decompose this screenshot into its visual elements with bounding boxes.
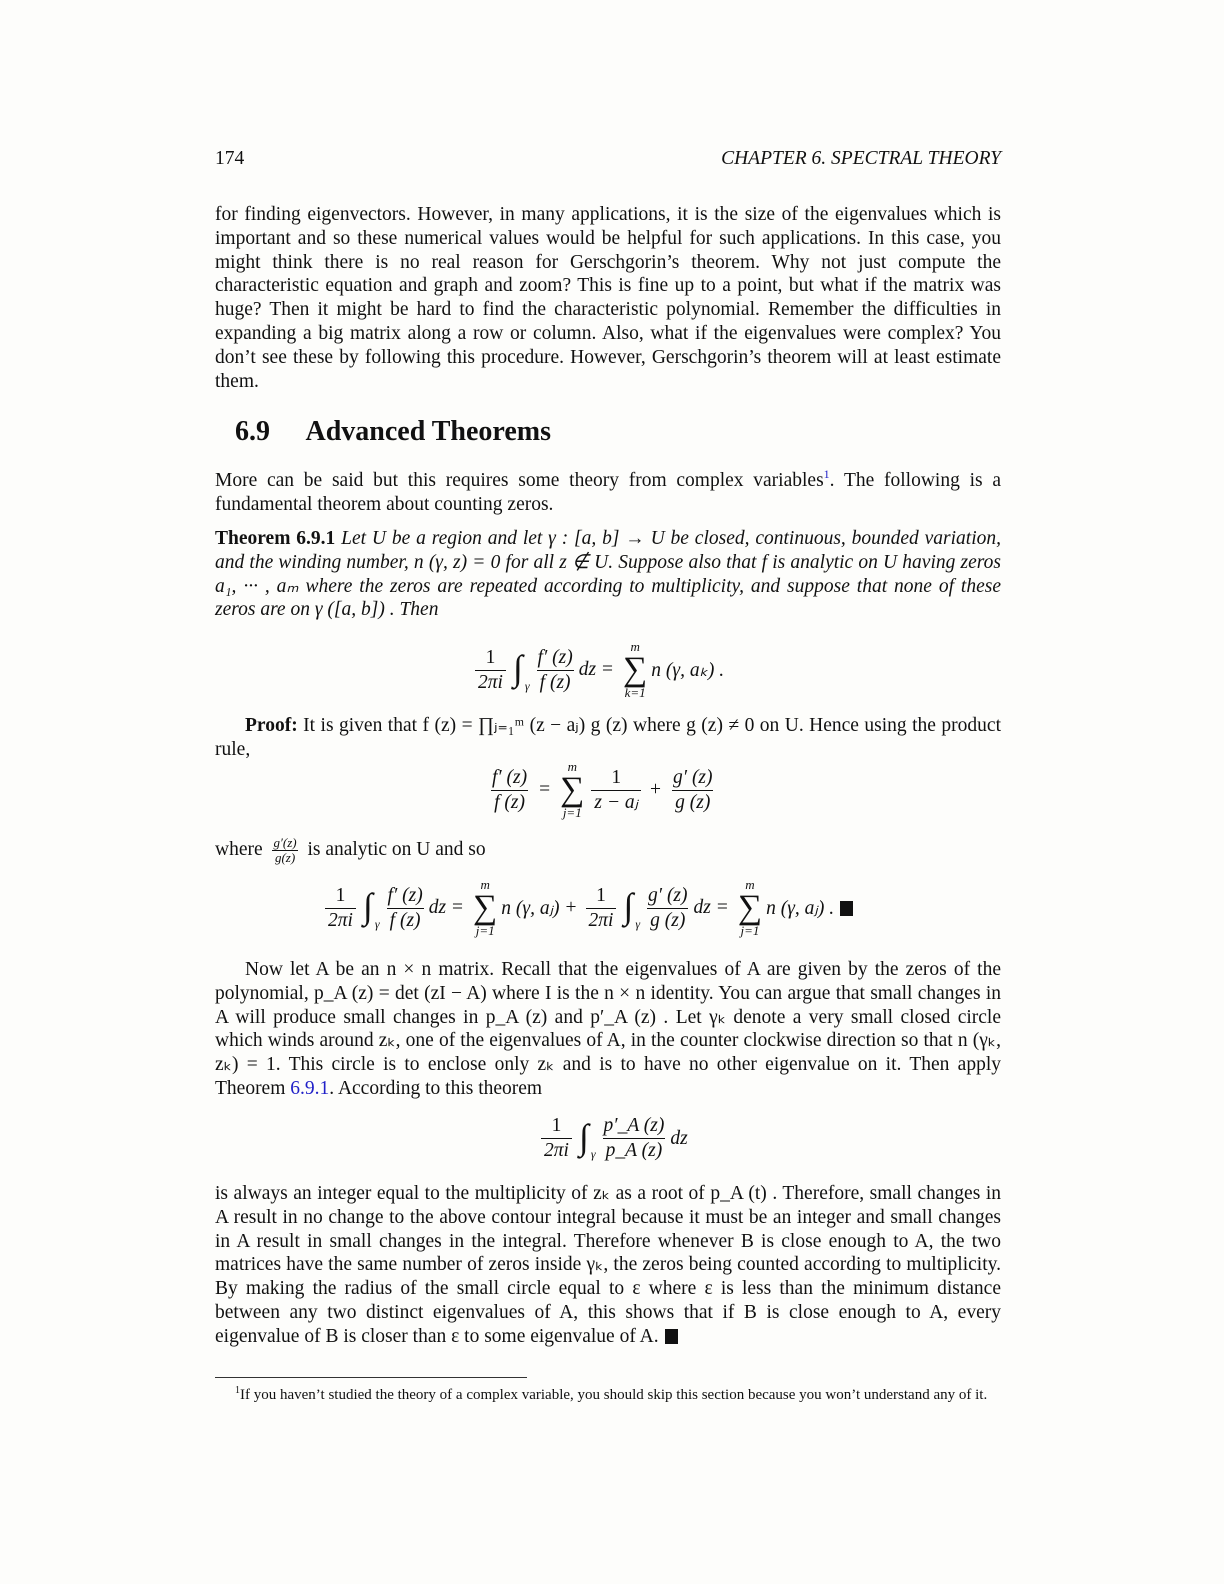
sigma-symbol: ∑ (560, 771, 585, 808)
pA-integral (538, 1114, 688, 1163)
footnote-number: 1 (235, 1385, 240, 1396)
frac-numerator: f′ (z) (537, 646, 573, 668)
proof-text: It is given that f (z) = ∏ⱼ₌₁ᵐ (z − aⱼ) g (z) where g (z) ≠ 0 on U. Hence using the product rule, (215, 715, 1001, 760)
frac-denominator: 2πi (475, 670, 506, 695)
frac-denominator: p_A (z) (603, 1138, 666, 1163)
proof-continuation (215, 836, 1001, 865)
summation (560, 760, 584, 820)
frac-denominator: 2πi (325, 908, 356, 933)
proof-label: Proof: (245, 715, 298, 736)
paragraph-text: Now let A be an n × n matrix. Recall that the eigenvalues of A are given by the zeros of the polynomial, p_A (z) = det (zI − A) where I is the n × n identity. You can argue that small changes in A will produce small changes in p_A (z) and p′_A (z) . Let γₖ denote a very small closed circle which winds around zₖ, one of the eigenvalues of A, in the counter clockwise direction so that n (γₖ, zₖ) = 1. This circle is to enclose only zₖ and is to have no other eigenvalue on it. Then apply Theorem (215, 959, 1001, 1099)
qed-symbol (840, 901, 853, 916)
frac-numerator: 1 (551, 1115, 562, 1136)
pA-fraction (601, 1114, 668, 1163)
footnote (215, 1381, 1001, 1406)
section-intro-text: More can be said but this requires some theory from complex variables (215, 470, 824, 491)
frac-denominator: z − aⱼ (591, 790, 641, 815)
frac-numerator: 1 (596, 884, 606, 906)
g-fraction (645, 884, 690, 933)
footnote-rule (215, 1377, 527, 1378)
text: where (215, 838, 263, 860)
coefficient-fraction (541, 1114, 572, 1163)
text: is analytic on U and so (307, 838, 486, 860)
plus-sign: + (650, 779, 662, 800)
paragraph-text-end: . According to this theorem (329, 1077, 543, 1099)
differential: dz (578, 659, 597, 680)
sigma-symbol: ∑ (473, 889, 498, 926)
theorem-label: Theorem 6.9.1 (215, 528, 336, 549)
plus-sign: + (565, 897, 577, 918)
chapter-title: CHAPTER 6. SPECTRAL THEORY (721, 148, 1001, 169)
frac-numerator: g′ (z) (673, 766, 713, 788)
section-number: 6.9 (235, 416, 270, 447)
theorem-6-9-1 (215, 527, 1001, 622)
running-header (215, 148, 1001, 172)
differential: dz (693, 897, 711, 918)
integral-subscript: γ (524, 678, 530, 693)
frac-numerator: f′ (z) (387, 884, 423, 906)
sum-lower: j=1 (740, 923, 760, 938)
integral-sign: ∫ (512, 648, 523, 688)
summation (473, 878, 497, 938)
integral-subscript: γ (635, 916, 641, 931)
integral-subscript: γ (374, 916, 380, 931)
equals-sign: = (452, 897, 464, 918)
section-heading (235, 416, 551, 448)
inline-fraction (271, 836, 300, 865)
theorem-reference-link[interactable]: 6.9.1 (290, 1077, 330, 1099)
sigma-symbol: ∑ (623, 651, 648, 688)
sum-upper: m (480, 877, 490, 892)
theorem-statement: Let U be a region and let γ : [a, b] → U be closed, continuous, bounded variation, and the winding number, n (γ, z) = 0 for all z ∉ U. Suppose also that f is analytic on U having zeros a₁, ··· , aₘ where the zeros are repeated according to multiplicity, and suppose that none of these zeros are on γ ([a, b]) . Then (215, 528, 1002, 621)
conclusion-paragraph (215, 1182, 1001, 1349)
frac-denominator: 2πi (586, 908, 617, 933)
equals-sign: = (602, 659, 614, 680)
footnote-text: If you haven’t studied the theory of a complex variable, you should skip this section because you won’t understand any of it. (240, 1387, 988, 1403)
frac-denominator: f (z) (387, 908, 424, 933)
sum-lower: k=1 (624, 685, 646, 700)
proof-paragraph (215, 714, 1001, 762)
intro-paragraph: for finding eigenvectors. However, in many applications, it is the size of the eigenvalues which is important and so these numerical values would be helpful for such applications. In this case, you might think there is no real reason for Gerschgorin’s theorem. Why not just compute the characteristic equation and graph and zoom? This is fine up to a point, but what if the matrix was huge? Then it might be hard to find the characteristic polynomial. Remember the difficulties in expanding a big matrix along a row or column. Also, what if the eigenvalues were complex? You don’t see these by following this procedure. However, Gerschgorin’s theorem will at least estimate them. (215, 204, 1001, 392)
integral-subscript: γ (590, 1147, 596, 1161)
frac-denominator: g (z) (672, 790, 713, 815)
winding-term: n (γ, aⱼ) (501, 898, 560, 919)
coefficient-fraction-2 (586, 884, 617, 933)
differential: dz (428, 897, 447, 918)
lhs-fraction (489, 766, 530, 815)
section-intro (215, 463, 1001, 517)
frac-denominator: g(z) (272, 850, 298, 865)
theorem-equation (472, 640, 724, 700)
sum-upper: m (567, 759, 577, 774)
page-number: 174 (215, 148, 245, 169)
frac-numerator: g′ (z) (648, 884, 688, 906)
section-intro-text-2: . The following is a fundamental theorem about counting zeros. (215, 470, 1001, 515)
frac-numerator: f′ (z) (492, 766, 528, 788)
term-fraction (591, 766, 641, 815)
sum-lower: j=1 (562, 805, 582, 820)
sum-lower: j=1 (475, 923, 495, 938)
integral-sign: ∫ (578, 1116, 589, 1157)
differential: dz (670, 1127, 688, 1149)
paragraph-text: is always an integer equal to the multiplicity of zₖ as a root of p_A (t) . Therefore, small changes in A result in no change to the above contour integral because it must be an integer and small changes in A result in small changes in the integral. Therefore whenever B is close enough to A, the two matrices have the same number of zeros inside γₖ, the zeros being counted according to multiplicity. By making the radius of the small circle equal to ε where ε is less than the minimum distance between any two distinct eigenvalues of A, this shows that if B is close enough to A, every eigenvalue of B is closer than ε to some eigenvalue of A. (215, 1183, 1001, 1347)
equation-rhs: n (γ, aₖ) . (651, 660, 725, 681)
qed-symbol (665, 1329, 678, 1344)
frac-numerator: g′(z) (273, 835, 297, 850)
sigma-symbol: ∑ (737, 889, 763, 926)
frac-denominator: f (z) (537, 670, 574, 695)
winding-term-end: n (γ, aⱼ) . (766, 898, 835, 919)
sum-upper: m (630, 639, 640, 654)
frac-denominator: f (z) (491, 790, 528, 815)
section-title: Advanced Theorems (305, 416, 552, 447)
frac-numerator: 1 (611, 766, 622, 788)
sum-upper: m (745, 877, 755, 892)
g-fraction (670, 766, 715, 815)
summation (623, 640, 647, 700)
coefficient-fraction (325, 884, 356, 933)
integrand-fraction (535, 646, 576, 695)
integral-sign: ∫ (623, 886, 634, 926)
eigenvalue-paragraph (215, 958, 1001, 1101)
summation (738, 878, 762, 938)
coefficient-fraction (475, 646, 506, 695)
frac-denominator: 2πi (541, 1138, 572, 1163)
footnote-link[interactable]: 1 (823, 467, 830, 481)
integral-sign: ∫ (362, 886, 373, 926)
frac-numerator: 1 (485, 646, 496, 668)
equals-sign: = (716, 897, 728, 918)
f-fraction (385, 884, 426, 933)
frac-numerator: p′_A (z) (603, 1115, 665, 1136)
equals-sign: = (539, 779, 551, 800)
frac-numerator: 1 (335, 884, 346, 906)
contour-integral-equation (322, 878, 853, 938)
product-rule-equation (486, 760, 719, 820)
frac-denominator: g (z) (647, 908, 688, 933)
